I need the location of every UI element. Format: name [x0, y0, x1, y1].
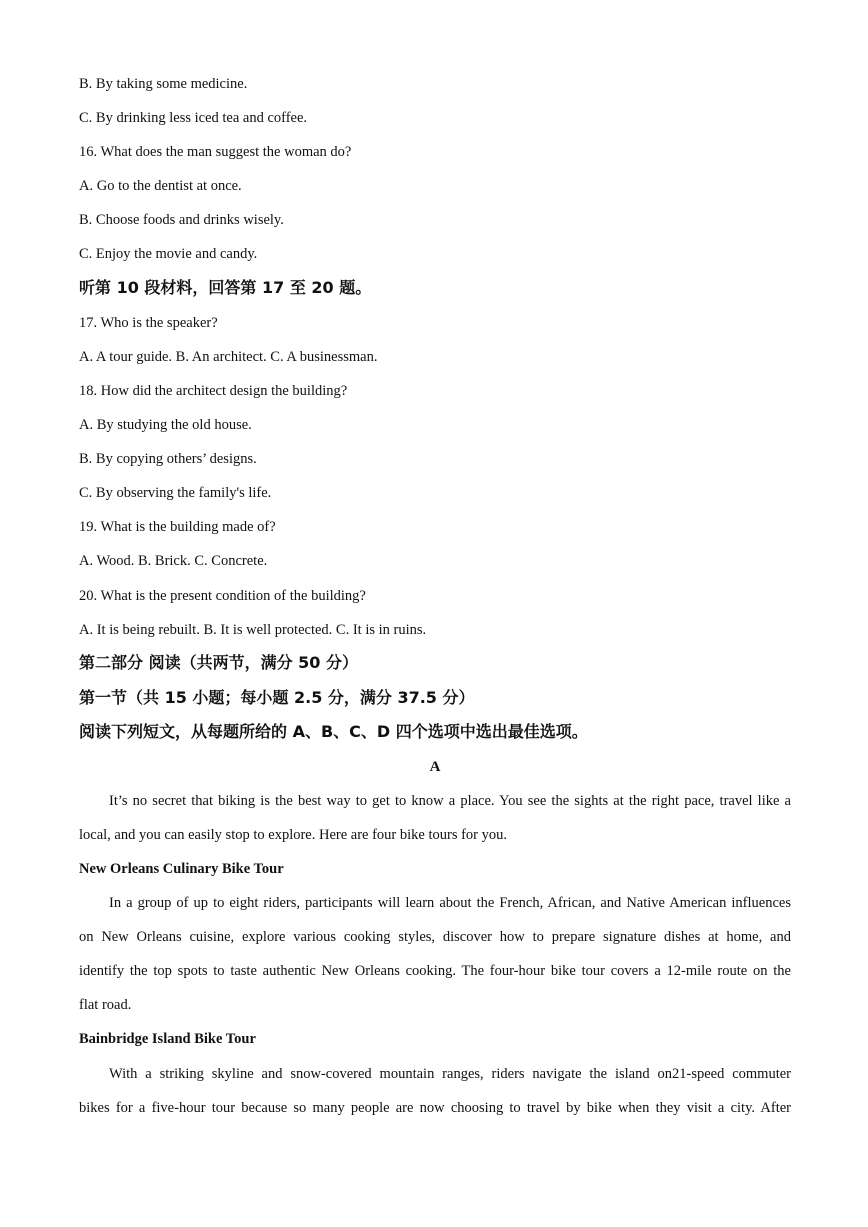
passage-intro-line-2: local, and you can easily stop to explore. Here are four bike tours for you. [79, 827, 508, 843]
q19-options: A. Wood. B. Brick. C. Concrete. [79, 553, 268, 569]
q18-option-a: A. By studying the old house. [79, 417, 252, 433]
new-orleans-line-2: on New Orleans cuisine, explore various cooking styles, discover how to prepare signature dishes at home, and [79, 929, 791, 945]
q19-question: 19. What is the building made of? [79, 519, 276, 535]
q18-question: 18. How did the architect design the building? [79, 383, 348, 399]
q15-option-c: C. By drinking less iced tea and coffee. [79, 110, 308, 126]
q18-option-b: B. By copying others’ designs. [79, 451, 257, 467]
q16-question: 16. What does the man suggest the woman do? [79, 144, 352, 160]
q18-option-c: C. By observing the family's life. [79, 485, 272, 501]
reading-instruction: 阅读下列短文，从每题所给的 A、B、C、D 四个选项中选出最佳选项。 [79, 722, 588, 741]
section-instruction-10: 听第 10 段材料，回答第 17 至 20 题。 [79, 278, 372, 297]
q17-options: A. A tour guide. B. An architect. C. A businessman. [79, 349, 378, 365]
new-orleans-line-1: In a group of up to eight riders, participants will learn about the French, African, and Native American influences [109, 895, 791, 911]
new-orleans-line-3: identify the top spots to taste authentic New Orleans cooking. The four-hour bike tour covers a 12-mile route on the [79, 963, 791, 979]
tour-title-new-orleans: New Orleans Culinary Bike Tour [79, 861, 284, 877]
q16-option-a: A. Go to the dentist at once. [79, 178, 242, 194]
q20-options: A. It is being rebuilt. B. It is well protected. C. It is in ruins. [79, 622, 427, 638]
new-orleans-line-4: flat road. [79, 997, 132, 1013]
q17-question: 17. Who is the speaker? [79, 315, 218, 331]
passage-intro-line-1: It’s no secret that biking is the best way to get to know a place. You see the sights at the right pace, travel like a [109, 793, 791, 809]
q16-option-b: B. Choose foods and drinks wisely. [79, 212, 284, 228]
q20-question: 20. What is the present condition of the building? [79, 588, 366, 604]
q15-option-b: B. By taking some medicine. [79, 76, 248, 92]
bainbridge-line-2: bikes for a five-hour tour because so many people are now choosing to travel by bike when they visit a city. After [79, 1100, 791, 1116]
section-one-heading: 第一节（共 15 小题；每小题 2.5 分，满分 37.5 分） [79, 688, 475, 707]
tour-title-bainbridge: Bainbridge Island Bike Tour [79, 1031, 256, 1047]
passage-label-a: A [429, 759, 441, 775]
q16-option-c: C. Enjoy the movie and candy. [79, 246, 258, 262]
bainbridge-line-1: With a striking skyline and snow-covered mountain ranges, riders navigate the island on21-speed commuter [109, 1066, 791, 1082]
part-two-heading: 第二部分 阅读（共两节，满分 50 分） [79, 653, 358, 672]
